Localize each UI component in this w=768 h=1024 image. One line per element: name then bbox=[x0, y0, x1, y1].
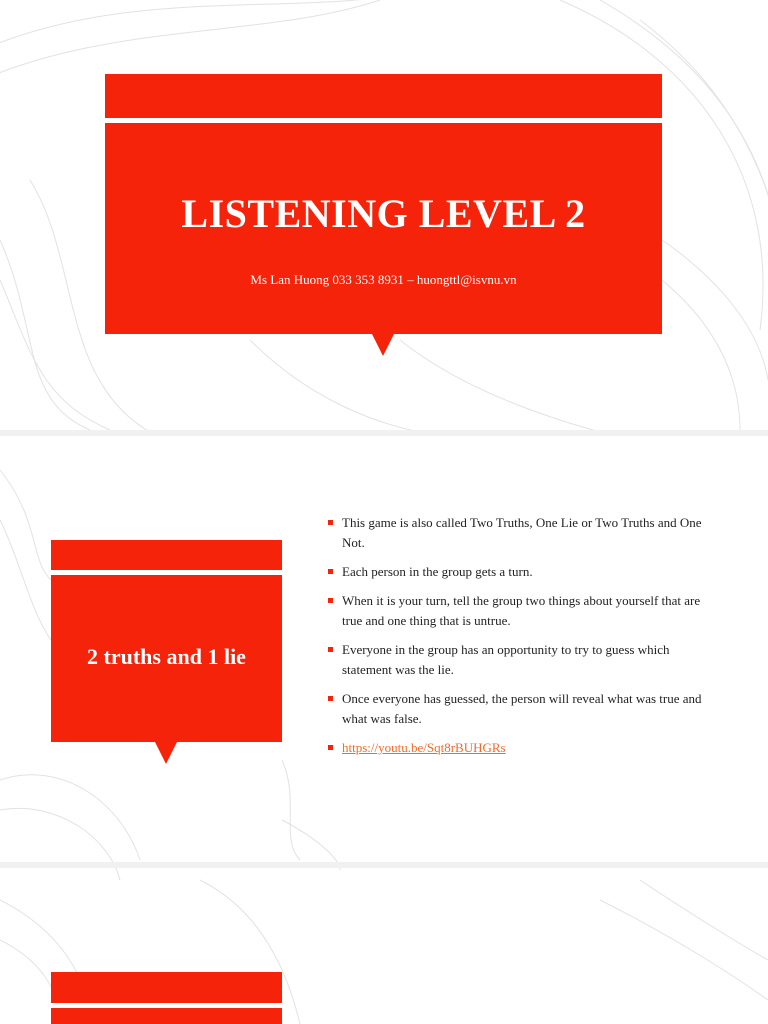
bullet-square-icon bbox=[328, 745, 333, 750]
slide-separator bbox=[0, 862, 768, 868]
slide-title: LISTENING LEVEL 2 bbox=[181, 191, 586, 236]
section-header-band bbox=[51, 972, 282, 1024]
list-item bbox=[328, 562, 718, 582]
list-item bbox=[328, 591, 718, 631]
callout-pointer bbox=[372, 334, 394, 356]
bullet-list bbox=[328, 513, 718, 767]
bullet-square-icon bbox=[328, 569, 333, 574]
bullet-square-icon bbox=[328, 520, 333, 525]
header-divider bbox=[51, 1003, 282, 1008]
bullet-square-icon bbox=[328, 647, 333, 652]
slide-separator bbox=[0, 430, 768, 436]
slide-subtitle: Ms Lan Huong 033 353 8931 – huongttl@isvnu.vn bbox=[250, 272, 517, 287]
bullet-text: When it is your turn, tell the group two things about yourself that are true and one thing that is untrue. bbox=[342, 593, 701, 628]
callout-pointer bbox=[155, 742, 177, 764]
bullet-square-icon bbox=[328, 598, 333, 603]
bullet-text: Everyone in the group has an opportunity to try to guess which statement was the lie. bbox=[342, 642, 670, 677]
bullet-square-icon bbox=[328, 696, 333, 701]
list-item bbox=[328, 640, 718, 680]
list-item bbox=[328, 513, 718, 553]
bullet-text: This game is also called Two Truths, One Lie or Two Truths and One Not. bbox=[342, 515, 702, 550]
header-divider bbox=[105, 118, 662, 123]
youtube-link[interactable]: https://youtu.be/Sqt8rBUHGRs bbox=[342, 740, 506, 755]
bullet-text: Once everyone has guessed, the person will reveal what was true and what was false. bbox=[342, 691, 702, 726]
section-title: 2 truths and 1 lie bbox=[87, 644, 246, 669]
list-item bbox=[328, 738, 718, 758]
bullet-text: Each person in the group gets a turn. bbox=[342, 564, 533, 579]
list-item bbox=[328, 689, 718, 729]
header-divider bbox=[51, 570, 282, 575]
